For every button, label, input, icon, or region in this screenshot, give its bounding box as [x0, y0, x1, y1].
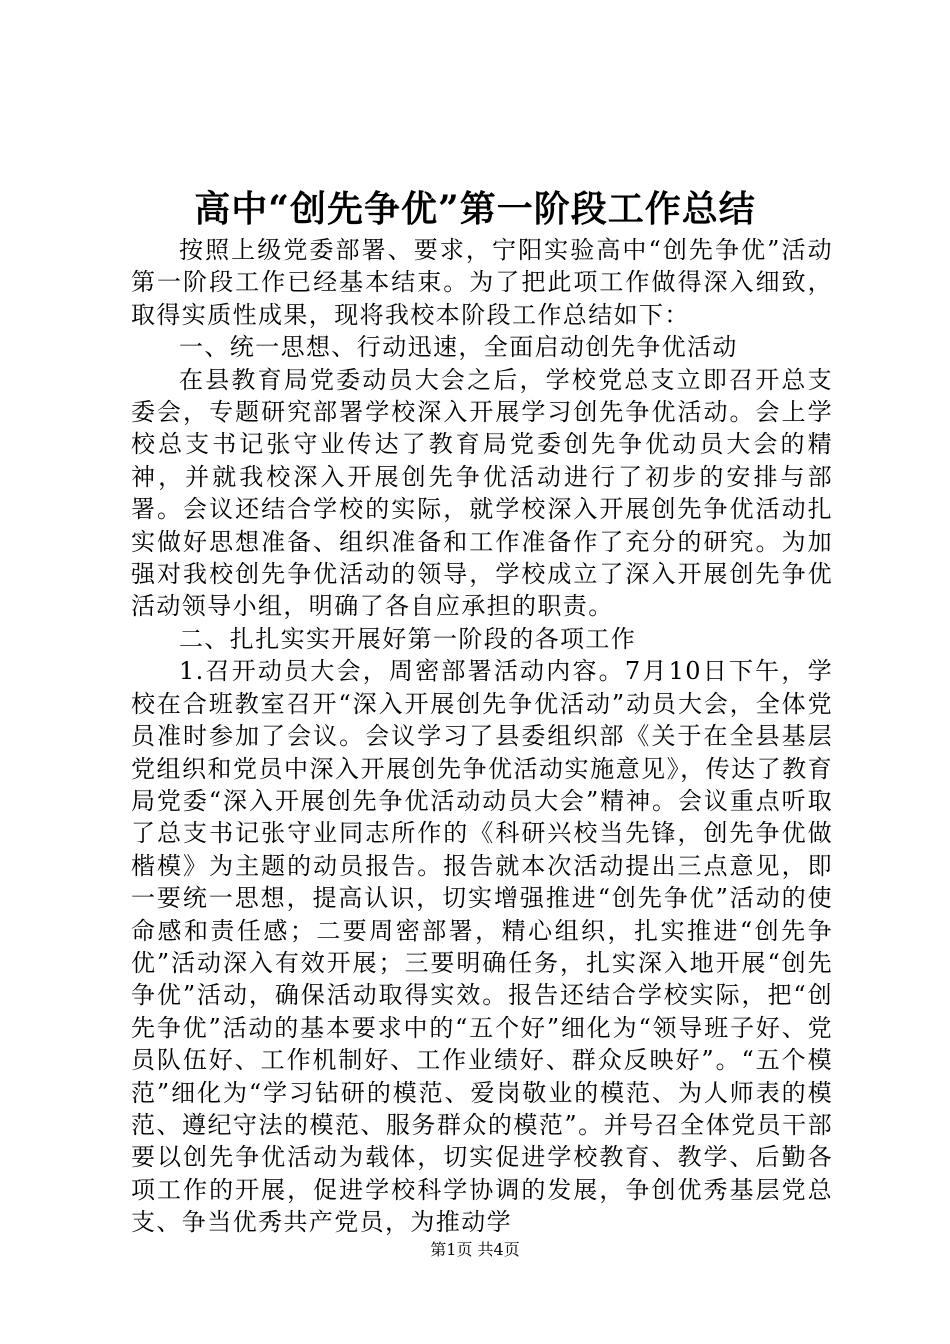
- page-footer: 第1页 共4页: [430, 1240, 520, 1259]
- section-heading-1: 一、统一思想、行动迅速，全面启动创先争优活动: [179, 333, 738, 362]
- paragraph-intro: 按照上级党委部署、要求，宁阳实验高中“创先争优”活动第一阶段工作已经基本结束。为了把此项工作做得深入细致，取得实质性成果，现将我校本阶段工作总结如下：: [131, 236, 833, 329]
- document-body: [131, 234, 833, 1239]
- document-title: 高中“创先争优”第一阶段工作总结: [194, 188, 756, 230]
- section-heading-2: 二、扎扎实实开展好第一阶段的各项工作: [179, 624, 637, 653]
- paragraph-section-2-item-1: 1.召开动员大会，周密部署活动内容。7月10日下午，学校在合班教室召开“深入开展创先争优活动”动员大会，全体党员准时参加了会议。会议学习了县委组织部《关于在全县基层党组织和党员中深入开展创先争优活动实施意见》，传达了教育局党委“深入开展创先争优活动动员大会”精神。会议重点听取了总支书记张守业同志所作的《科研兴校当先锋，创先争优做楷模》为主题的动员报告。报告就本次活动提出三点意见，即一要统一思想，提高认识，切实增强推进“创先争优”活动的使命感和责任感；二要周密部署，精心组织，扎实推进“创先争优”活动深入有效开展；三要明确任务，扎实深入地开展“创先争优”活动，确保活动取得实效。报告还结合学校实际，把“创先争优”活动的基本要求中的“五个好”细化为“领导班子好、党员队伍好、工作机制好、工作业绩好、群众反映好”。“五个模范”细化为“学习钻研的模范、爱岗敬业的模范、为人师表的模范、遵纪守法的模范、服务群众的模范”。并号召全体党员干部要以创先争优活动为载体，切实促进学校教育、教学、后勤各项工作的开展，促进学校科学协调的发展，争创优秀基层党总支、争当优秀共产党员，为推动学: [131, 657, 833, 1237]
- paragraph-section-1: 在县教育局党委动员大会之后，学校党总支立即召开总支委会，专题研究部署学校深入开展学习创先争优活动。会上学校总支书记张守业传达了教育局党委创先争优动员大会的精神，并就我校深入开展创先争优活动进行了初步的安排与部署。会议还结合学校的实际，就学校深入开展创先争优活动扎实做好思想准备、组织准备和工作准备作了充分的研究。为加强对我校创先争优活动的领导，学校成立了深入开展创先争优活动领导小组，明确了各自应承担的职责。: [131, 365, 833, 621]
